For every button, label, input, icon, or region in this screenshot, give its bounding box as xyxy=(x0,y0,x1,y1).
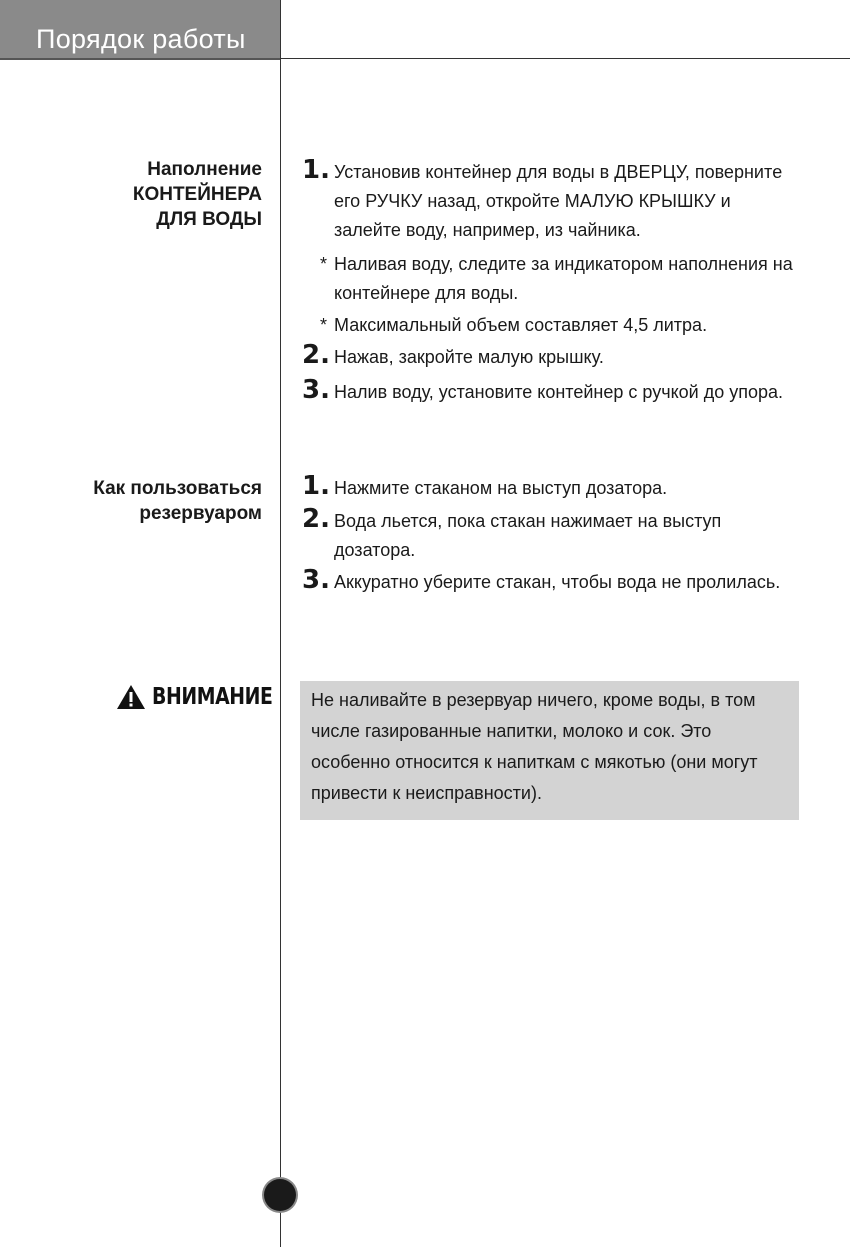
step-text: Установив контейнер для воды в ДВЕРЦУ, повернитe его РУЧКУ назад, откройте МАЛУЮ КРЫШКУ и залейте воду, например, из чайника. xyxy=(334,162,783,240)
step-text: Нажмите стаканом на выступ дозатора. xyxy=(334,478,668,498)
warning-label xyxy=(116,682,299,712)
step-item xyxy=(302,340,802,372)
step-number: 2. xyxy=(302,340,330,370)
step-number: 3. xyxy=(302,375,330,405)
warning-title: ВНИМАНИЕ xyxy=(152,684,273,710)
step-text: Аккуратно уберите стакан, чтобы вода не пролилась. xyxy=(334,572,781,592)
warning-text: Не наливайте в резервуар ничего, кроме воды, в том числе газированные напитки, молоко и сок. Это особенно относится к напиткам с мякотью (они могут привести к неисправности). xyxy=(311,690,758,803)
section-label-usage xyxy=(22,476,262,526)
label-line: Наполнение xyxy=(147,159,262,180)
step-text: Налив воду, установите контейнер с ручкой до упора. xyxy=(334,382,784,402)
label-line: Как пользоваться xyxy=(93,478,262,499)
step-item xyxy=(302,155,802,245)
step-text: Вода льется, пока стакан нажимает на выступ дозатора. xyxy=(334,511,722,560)
label-line: ДЛЯ ВОДЫ xyxy=(156,209,262,230)
step-number: 3. xyxy=(302,565,330,595)
step-text: Нажав, закройте малую крышку. xyxy=(334,347,604,367)
page-title: Порядок работы xyxy=(36,24,246,54)
step-number: 1. xyxy=(302,155,330,185)
note-asterisk: * xyxy=(320,254,328,274)
step-number: 1. xyxy=(302,471,330,501)
warning-box xyxy=(300,681,799,820)
warning-triangle-icon xyxy=(116,684,146,710)
note-text: Наливая воду, следите за индикатором наполнения на контейнере для воды. xyxy=(334,254,793,303)
note-text: Максимальный объем составляет 4,5 литра. xyxy=(334,315,708,335)
step-item xyxy=(302,565,802,597)
step-item xyxy=(302,375,802,407)
header-tab xyxy=(0,0,280,60)
header-rule xyxy=(280,58,850,59)
label-line: резервуаром xyxy=(139,503,262,524)
step-item xyxy=(302,471,802,503)
vertical-divider xyxy=(280,0,281,1247)
step-item xyxy=(302,504,802,565)
step-number: 2. xyxy=(302,504,330,534)
note-item xyxy=(320,311,800,340)
page-marker xyxy=(264,1179,296,1211)
note-asterisk: * xyxy=(320,315,328,335)
note-item xyxy=(320,250,800,308)
label-line: КОНТЕЙНЕРА xyxy=(132,184,262,205)
section-label-fill-container xyxy=(22,157,262,232)
